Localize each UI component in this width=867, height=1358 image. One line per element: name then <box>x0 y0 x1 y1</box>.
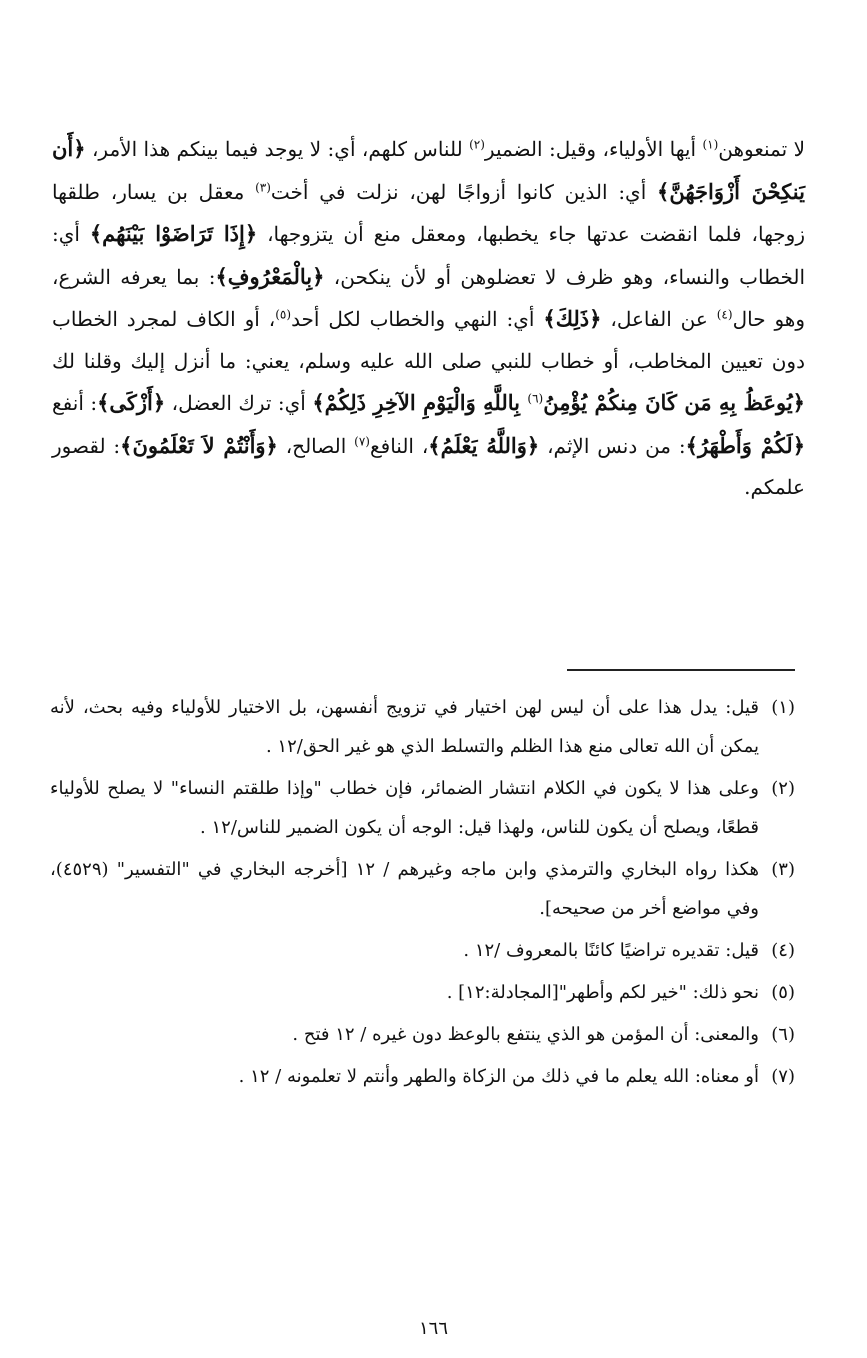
text-segment: لا تمنعوهن <box>718 137 805 161</box>
footnote-number: (٣) <box>771 859 795 880</box>
text-segment: أي: ترك العضل، <box>165 391 313 415</box>
footnote-text: أو معناه: الله يعلم ما في ذلك من الزكاة والطهر وأنتم لا تعلمونه / ١٢ . <box>238 1066 759 1087</box>
footnote-6 <box>50 1015 795 1054</box>
footnote-1 <box>50 688 795 766</box>
text-segment: : بما يعرفه الشرع، وهو حال <box>52 264 805 331</box>
text-segment: معقل بن يسار، طلقها زوجها، فلما انقضت عدتها جاء يخطبها، ومعقل منع أن يتزوجها، <box>52 179 805 246</box>
text-segment: أي: الذين كانوا أزواجًا لهن، نزلت في أخت <box>270 179 658 204</box>
footnote-text: والمعنى: أن المؤمن هو الذي ينتفع بالوعظ دون غيره / ١٢ فتح . <box>292 1024 759 1045</box>
quran-quote: بِاللَّهِ وَالْيَوْمِ الآخِرِ ذَلِكُمْ﴾ <box>312 390 528 415</box>
quran-quote: ﴿وَأَنْتُمْ لاَ تَعْلَمُونَ﴾ <box>120 432 278 458</box>
footnote-text: قيل: يدل هذا على أن ليس لهن اختيار في تزويج أنفسهن، بل الاختيار للأولياء وفيه بحث، لأنه يمكن أن الله تعالى منع هذا الظلم والتسلط الذي هو غير الحق/١٢ . <box>50 697 759 757</box>
text-segment: ، النافع <box>369 433 429 458</box>
footnote-3 <box>50 850 795 928</box>
text-segment: : أنفع <box>52 391 98 415</box>
quran-quote: ﴿بِالْمَعْرُوفِ﴾ <box>215 263 325 289</box>
footnote-ref: (١) <box>702 137 719 152</box>
quran-quote: ﴿أَن يَنكِحْنَ أَزْوَاجَهُنَّ﴾ <box>52 136 805 204</box>
text-segment: للناس كلهم، أي: لا يوجد فيما بينكم هذا الأمر، <box>85 137 470 161</box>
footnote-separator <box>567 669 795 671</box>
footnote-text: نحو ذلك: "خير لكم وأطهر"[المجادلة:١٢] . <box>446 982 759 1003</box>
text-segment: أي: النهي والخطاب لكل أحد <box>291 307 544 331</box>
footnote-ref: (٣) <box>255 179 271 194</box>
footnote-5 <box>50 973 795 1012</box>
footnote-ref: (٧) <box>354 433 370 448</box>
footnote-number: (١) <box>771 697 795 718</box>
quran-quote: ﴿ذَلِكَ﴾ <box>543 306 602 331</box>
text-segment: أيها الأولياء، وقيل: الضمير <box>484 137 703 161</box>
footnote-number: (٧) <box>771 1066 795 1087</box>
footnote-number: (٤) <box>771 940 795 961</box>
quran-quote: ﴿أَزْكَى﴾ <box>97 390 166 415</box>
text-segment: : من دنس الإثم، <box>539 433 686 458</box>
footnote-number: (٦) <box>771 1024 795 1045</box>
footnote-7 <box>50 1057 795 1096</box>
text-segment: أي: الخطاب والنساء، وهو ظرف لا تعضلوهن أو لأن ينكحن، <box>52 222 806 289</box>
main-paragraph <box>52 128 805 509</box>
footnote-ref: (٥) <box>275 307 292 322</box>
page-number: ١٦٦ <box>418 1318 448 1339</box>
footnote-ref: (٢) <box>469 137 485 152</box>
footnote-ref: (٤) <box>716 307 733 322</box>
footnote-number: (٢) <box>771 778 795 799</box>
main-text <box>52 128 805 509</box>
quran-quote: ﴿يُوعَظُ بِهِ مَن كَانَ مِنكُمْ يُؤْمِنُ <box>543 390 805 415</box>
footnote-number: (٥) <box>771 982 795 1003</box>
quran-quote: ﴿إِذَا تَرَاضَوْا بَيْنَهُم﴾ <box>89 221 258 246</box>
footnotes <box>50 688 795 1096</box>
footnote-2 <box>50 769 795 847</box>
quran-quote: ﴿وَاللَّهُ يَعْلَمُ﴾ <box>428 432 540 458</box>
footnote-text: هكذا رواه البخاري والترمذي وابن ماجه وغيرهم / ١٢ [أخرجه البخاري في "التفسير" (٤٥٢٩)، وفي مواضع أخر من صحيحه]. <box>50 859 759 919</box>
footnote-4 <box>50 931 795 970</box>
text-segment: ، أو الكاف لمجرد الخطاب دون تعيين المخاطب، أو خطاب للنبي صلى الله عليه وسلم، يعني: ما أنزل إليك وقلنا لك <box>52 307 805 373</box>
quran-quote: ﴿لَكُمْ وَأَطْهَرُ﴾ <box>685 432 805 458</box>
footnote-text: وعلى هذا لا يكون في الكلام انتشار الضمائر، فإن خطاب "وإذا طلقتم النساء" لا يصلح للأولياء قطعًا، ويصلح أن يكون للناس، ولهذا قيل: الوجه أن يكون الضمير للناس/١٢ . <box>50 778 759 838</box>
footnote-text: قيل: تقديره تراضيًا كائنًا بالمعروف /١٢ . <box>463 940 759 961</box>
text-segment: عن الفاعل، <box>601 307 717 331</box>
text-segment: الصالح، <box>277 433 355 458</box>
text-segment: : لقصور علمكم. <box>52 433 805 499</box>
footnote-ref: (٦) <box>527 391 544 406</box>
